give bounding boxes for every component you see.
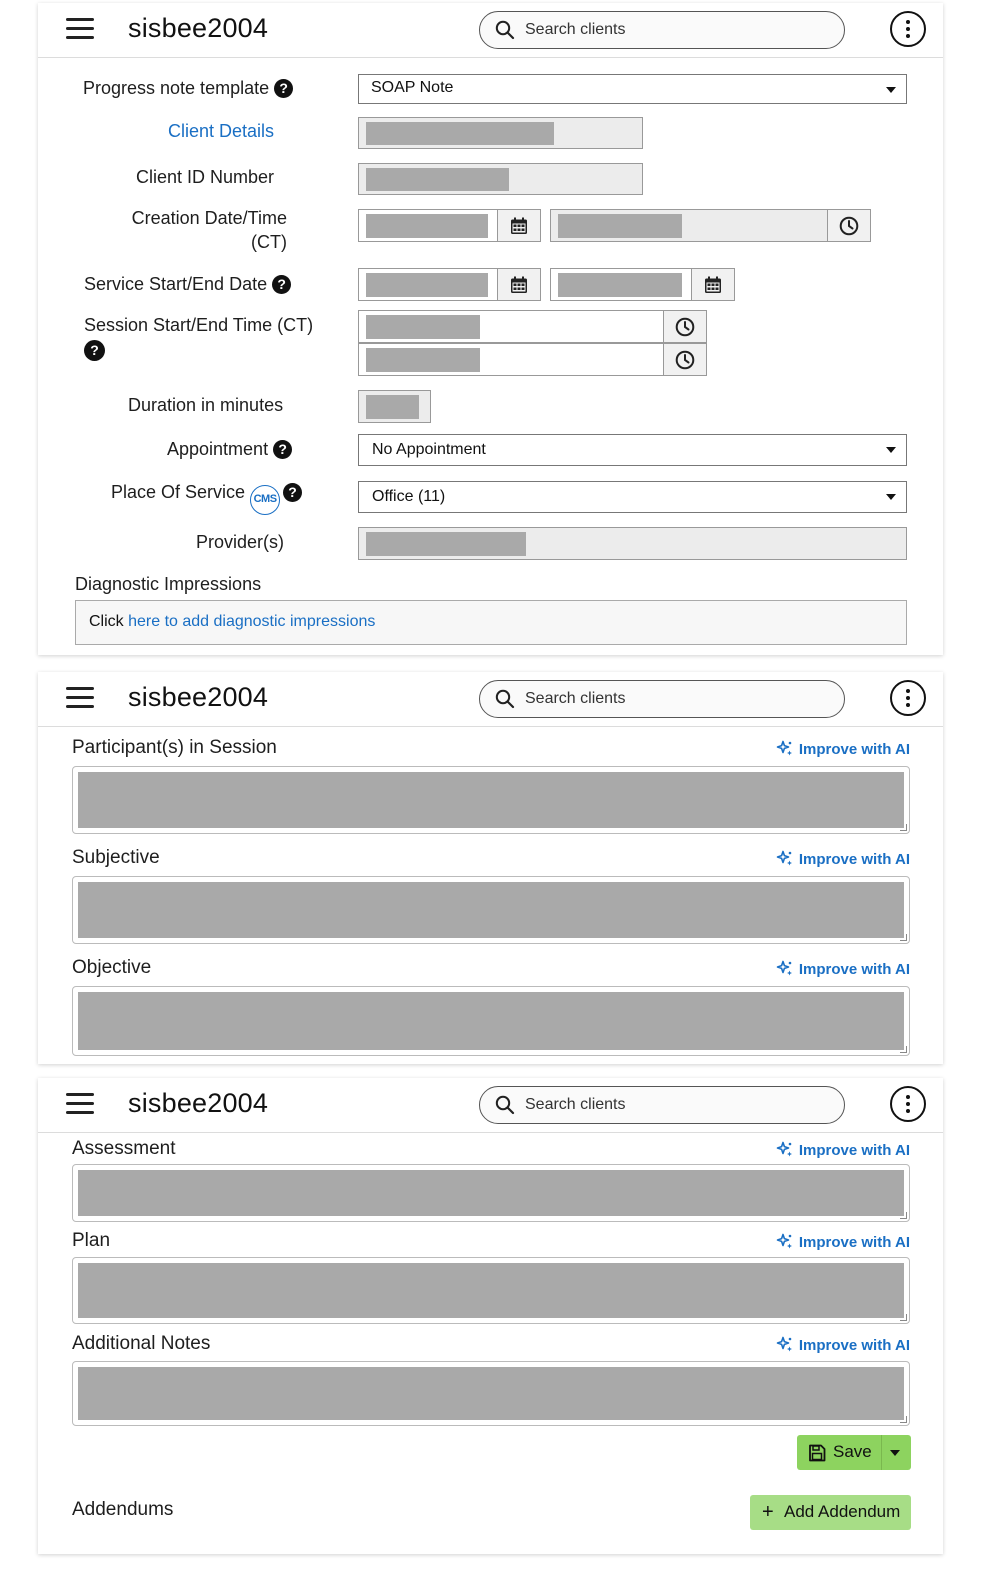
- top-bar: [38, 672, 943, 727]
- subjective-textarea[interactable]: [72, 876, 910, 944]
- appointment-select[interactable]: No Appointment: [358, 434, 907, 466]
- redacted-value: [366, 315, 480, 339]
- search-placeholder: Search clients: [525, 21, 626, 38]
- creation-date-input[interactable]: [358, 209, 498, 242]
- account-name: sisbee2004: [128, 682, 269, 712]
- session-end-time-picker-button[interactable]: [663, 343, 707, 376]
- redacted-value: [366, 395, 419, 419]
- redacted-value: [78, 772, 904, 828]
- improve-with-ai-plan[interactable]: Improve with AI: [776, 1233, 910, 1251]
- note-form-panel: [38, 3, 943, 655]
- redacted-value: [366, 122, 554, 145]
- service-start-date-input[interactable]: [358, 268, 498, 301]
- save-button[interactable]: Save: [797, 1435, 911, 1470]
- duration-label: Duration in minutes: [128, 395, 284, 415]
- additional-notes-title: Additional Notes: [72, 1333, 211, 1354]
- redacted-value: [78, 1367, 904, 1420]
- calendar-icon: [510, 276, 528, 294]
- help-icon[interactable]: ?: [274, 79, 293, 98]
- calendar-icon: [510, 217, 528, 235]
- objective-title: Objective: [72, 957, 152, 978]
- kebab-icon[interactable]: [890, 680, 926, 716]
- redacted-value: [78, 1170, 904, 1216]
- hamburger-icon[interactable]: [66, 17, 94, 41]
- redacted-value: [78, 992, 904, 1050]
- help-icon[interactable]: ?: [273, 440, 292, 459]
- duration-input[interactable]: [358, 390, 431, 423]
- redacted-value: [366, 168, 509, 191]
- add-diagnostic-impressions-link[interactable]: here to add diagnostic impressions: [128, 613, 376, 630]
- progress-note-template-label: Progress note template ?: [83, 78, 293, 99]
- clock-icon: [675, 317, 695, 337]
- session-start-time-input[interactable]: [358, 310, 664, 343]
- sparkle-icon: [776, 1233, 793, 1250]
- progress-note-template-select[interactable]: SOAP Note: [358, 74, 907, 104]
- service-dates-label: Service Start/End Date ?: [84, 274, 291, 295]
- kebab-icon[interactable]: [890, 1086, 926, 1122]
- objective-textarea[interactable]: [72, 986, 910, 1056]
- sparkle-icon: [776, 1336, 793, 1353]
- search-icon: [495, 689, 515, 709]
- participants-title: Participant(s) in Session: [72, 737, 277, 758]
- search-input[interactable]: [479, 1086, 845, 1124]
- soap-sections-panel-2: [38, 1078, 943, 1554]
- session-time-label: Session Start/End Time (CT) ?: [84, 315, 313, 361]
- chevron-down-icon: [886, 494, 896, 500]
- search-placeholder: Search clients: [525, 1096, 626, 1113]
- improve-with-ai-objective[interactable]: Improve with AI: [776, 960, 910, 978]
- redacted-value: [366, 532, 526, 556]
- assessment-title: Assessment: [72, 1138, 176, 1159]
- diagnostic-impressions-box: Click here to add diagnostic impressions: [75, 600, 907, 645]
- improve-with-ai-additional-notes[interactable]: Improve with AI: [776, 1336, 910, 1354]
- improve-with-ai-participants[interactable]: Improve with AI: [776, 740, 910, 758]
- clock-icon: [839, 216, 859, 236]
- resize-grip-icon[interactable]: [900, 934, 907, 941]
- redacted-value: [558, 214, 682, 238]
- resize-grip-icon[interactable]: [900, 824, 907, 831]
- search-input[interactable]: [479, 680, 845, 718]
- plan-textarea[interactable]: [72, 1257, 910, 1324]
- assessment-textarea[interactable]: [72, 1164, 910, 1222]
- creation-time-picker-button[interactable]: [827, 209, 871, 242]
- sparkle-icon: [776, 1141, 793, 1158]
- resize-grip-icon[interactable]: [900, 1314, 907, 1321]
- creation-time-input[interactable]: [550, 209, 828, 242]
- search-placeholder: Search clients: [525, 690, 626, 707]
- top-bar: [38, 3, 943, 58]
- session-end-time-input[interactable]: [358, 343, 664, 376]
- hamburger-icon[interactable]: [66, 686, 94, 710]
- search-icon: [495, 1095, 515, 1115]
- resize-grip-icon[interactable]: [900, 1212, 907, 1219]
- top-bar: [38, 1078, 943, 1133]
- hamburger-icon[interactable]: [66, 1092, 94, 1116]
- improve-with-ai-subjective[interactable]: Improve with AI: [776, 850, 910, 868]
- appointment-label: Appointment ?: [167, 439, 292, 460]
- sparkle-icon: [776, 850, 793, 867]
- plus-icon: +: [762, 1501, 774, 1523]
- help-icon[interactable]: ?: [272, 275, 291, 294]
- place-of-service-label: Place Of Service CMS ?: [111, 482, 302, 515]
- help-icon[interactable]: ?: [84, 340, 105, 361]
- clock-icon: [675, 350, 695, 370]
- redacted-value: [78, 882, 904, 938]
- kebab-icon[interactable]: [890, 11, 926, 47]
- chevron-down-icon: [886, 87, 896, 93]
- help-icon[interactable]: ?: [283, 483, 302, 502]
- redacted-value: [366, 273, 488, 297]
- participants-textarea[interactable]: [72, 766, 910, 834]
- client-details-field: [358, 117, 643, 149]
- improve-with-ai-assessment[interactable]: Improve with AI: [776, 1141, 910, 1159]
- plan-title: Plan: [72, 1230, 111, 1251]
- redacted-value: [558, 273, 682, 297]
- service-end-date-picker-button[interactable]: [691, 268, 735, 301]
- cms-badge: CMS: [250, 485, 280, 515]
- floppy-icon: [808, 1444, 826, 1462]
- search-icon: [495, 20, 515, 40]
- sparkle-icon: [776, 960, 793, 977]
- account-name: sisbee2004: [128, 1088, 269, 1118]
- place-of-service-select[interactable]: Office (11): [358, 481, 907, 513]
- sparkle-icon: [776, 740, 793, 757]
- service-end-date-input[interactable]: [550, 268, 692, 301]
- resize-grip-icon[interactable]: [900, 1046, 907, 1053]
- client-details-link[interactable]: Client Details: [168, 121, 275, 141]
- client-id-field: [358, 163, 643, 195]
- calendar-icon: [704, 276, 722, 294]
- redacted-value: [366, 214, 488, 238]
- redacted-value: [78, 1263, 904, 1318]
- providers-field: [358, 527, 907, 560]
- resize-grip-icon[interactable]: [900, 1416, 907, 1423]
- additional-notes-textarea[interactable]: [72, 1361, 910, 1426]
- service-start-date-picker-button[interactable]: [497, 268, 541, 301]
- subjective-title: Subjective: [72, 847, 160, 868]
- client-id-label: Client ID Number: [136, 167, 275, 187]
- search-input[interactable]: [479, 11, 845, 49]
- redacted-value: [366, 348, 480, 372]
- save-options-chevron-icon[interactable]: [890, 1450, 900, 1456]
- session-start-time-picker-button[interactable]: [663, 310, 707, 343]
- chevron-down-icon: [886, 447, 896, 453]
- providers-label: Provider(s): [196, 532, 285, 552]
- diagnostic-impressions-label: Diagnostic Impressions: [75, 574, 262, 594]
- addendums-title: Addendums: [72, 1499, 174, 1520]
- creation-datetime-label: Creation Date/Time (CT): [131, 208, 287, 252]
- creation-date-picker-button[interactable]: [497, 209, 541, 242]
- soap-sections-panel-1: [38, 672, 943, 1064]
- add-addendum-button[interactable]: + Add Addendum: [750, 1495, 911, 1530]
- account-name: sisbee2004: [128, 13, 269, 43]
